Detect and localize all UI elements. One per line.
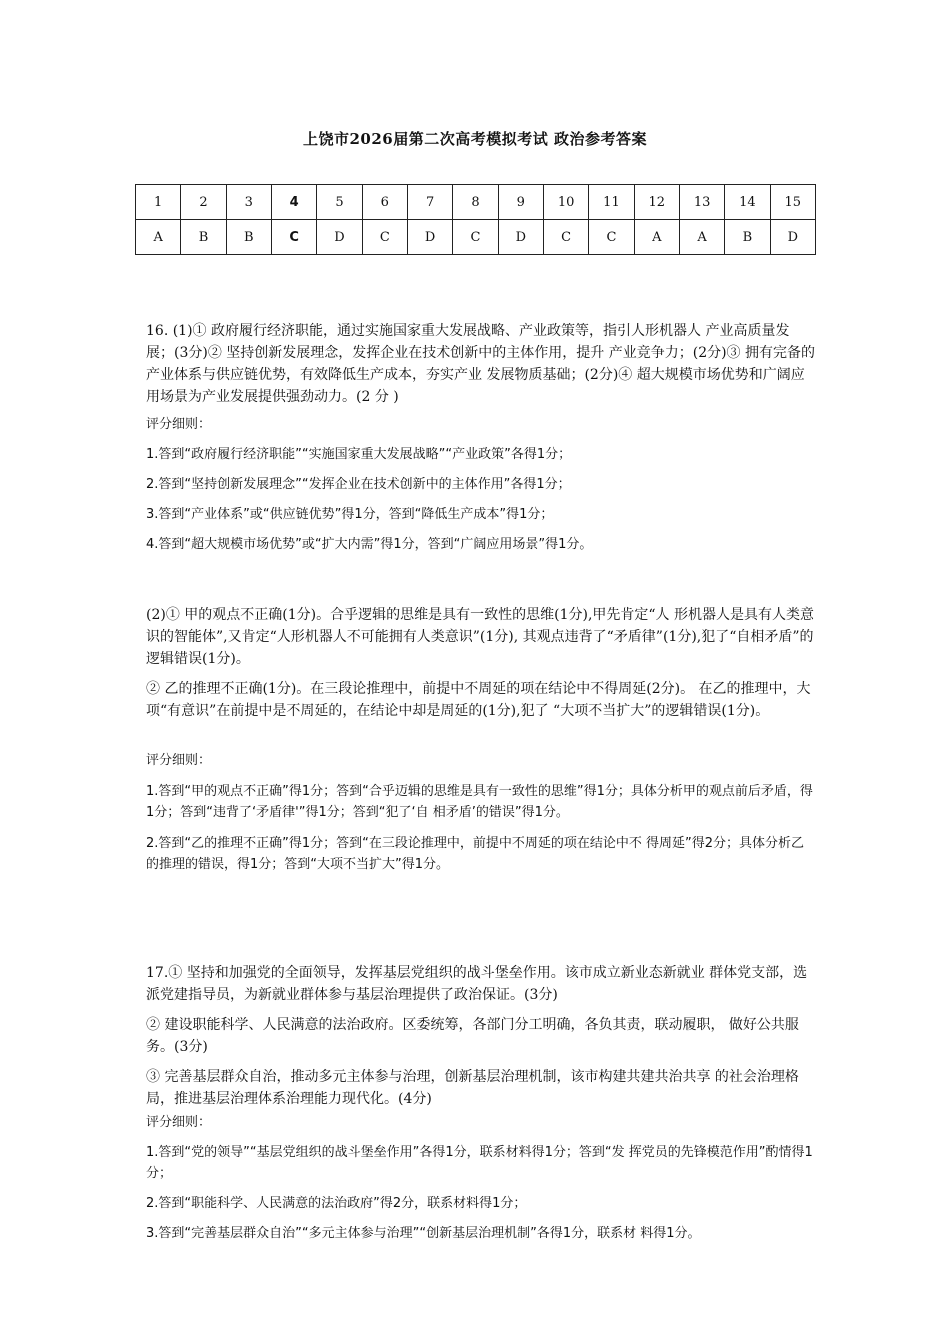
answer-cell: A xyxy=(136,220,181,255)
question-number: 15 xyxy=(770,185,815,220)
q17-point1: 17.① 坚持和加强党的全面领导，发挥基层党组织的战斗堡垒作用。该市成立新业态新就业 群体党支部，选派党建指导员，为新就业群体参与基层治理提供了政治保证。(3分) xyxy=(146,965,808,1003)
rule-item: 3.答到“产业体系”或“供应链优势”得1分，答到“降低生产成本”得1分； xyxy=(146,507,554,522)
rule-item: 1.答到“甲的观点不正确”得1分；答到“合乎迈辑的思维是具有一致性的思维”得1分；具体分析甲的观点前后矛盾，得1分；答到“违背了‘矛盾律'”得1分；答到“犯了‘自 相矛盾’的错误”得1分。 xyxy=(146,784,813,820)
question-number: 13 xyxy=(679,185,724,220)
question-number: 4 xyxy=(271,185,316,220)
question-number: 14 xyxy=(725,185,770,220)
question-number: 7 xyxy=(407,185,452,220)
question-number: 1 xyxy=(136,185,181,220)
rule-item: 3.答到“完善基层群众自治”“多元主体参与治理”“创新基层治理机制”各得1分，联系材 料得1分。 xyxy=(146,1226,701,1241)
rule-item: 4.答到“超大规模市场优势”或“扩大内需”得1分，答到“广阔应用场景”得1分。 xyxy=(146,537,593,552)
question-number: 5 xyxy=(317,185,362,220)
q16-part2-a: (2)① 甲的观点不正确(1分)。合乎逻辑的思维是具有一致性的思维(1分),甲先肯定“人 形机器人是具有人类意识的智能体”,又肯定“人形机器人不可能拥有人类意识”(1分), 其观点违背了“矛盾律”(1分),犯了“自相矛盾”的逻辑错误(1分)。 xyxy=(146,607,814,667)
answer-cell: B xyxy=(725,220,770,255)
q17-rules xyxy=(146,1112,816,1252)
rule-item: 2.答到“坚持创新发展理念”“发挥企业在技术创新中的主体作用”各得1分； xyxy=(146,477,571,492)
answer-row xyxy=(136,220,816,255)
rules-heading: 评分细则： xyxy=(146,753,212,768)
answer-cell: C xyxy=(543,220,588,255)
q16-part2-b: ② 乙的推理不正确(1分)。在三段论推理中，前提中不周延的项在结论中不得周延(2分)。 在乙的推理中，大项“有意识”在前提中是不周延的，在结论中却是周延的(1分),犯了 “大项不当扩大”的逻辑错误(1分)。 xyxy=(146,681,811,719)
answer-cell: B xyxy=(226,220,271,255)
answer-cell: D xyxy=(407,220,452,255)
question-number: 9 xyxy=(498,185,543,220)
rules-heading: 评分细则： xyxy=(146,1115,212,1130)
answer-cell: A xyxy=(679,220,724,255)
q16-rules2 xyxy=(146,750,816,883)
q17-point2: ② 建设职能科学、人民满意的法治政府。区委统筹，各部门分工明确，各负其责，联动履职， 做好公共服务。(3分) xyxy=(146,1017,799,1055)
q16-rules1 xyxy=(146,414,816,563)
question-number-row xyxy=(136,185,816,220)
answer-cell: C xyxy=(589,220,634,255)
question-number: 3 xyxy=(226,185,271,220)
q17 xyxy=(146,962,816,1118)
page-title: 上饶市2026届第二次高考模拟考试 政治参考答案 xyxy=(303,130,647,148)
rules-heading: 评分细则： xyxy=(146,417,212,432)
q17-point3: ③ 完善基层群众自治，推动多元主体参与治理，创新基层治理机制，该市构建共建共治共享 的社会治理格局，推进基层治理体系治理能力现代化。(4分) xyxy=(146,1069,799,1107)
rule-item: 1.答到“党的领导”“基层党组织的战斗堡垒作用”各得1分，联系材料得1分；答到“发 挥党员的先锋模范作用”酌情得1分； xyxy=(146,1145,813,1181)
answer-table xyxy=(135,184,816,255)
question-number: 12 xyxy=(634,185,679,220)
answer-cell: C xyxy=(362,220,407,255)
answer-cell: C xyxy=(453,220,498,255)
q16-part1 xyxy=(146,320,816,416)
question-number: 8 xyxy=(453,185,498,220)
answer-cell: B xyxy=(181,220,226,255)
answer-cell: A xyxy=(634,220,679,255)
q16-part1-answer: 16. (1)① 政府履行经济职能，通过实施国家重大发展战略、产业政策等，指引人形机器人 产业高质量发展；(3分)② 坚持创新发展理念，发挥企业在技术创新中的主体作用，提升 产业竞争力；(2分)③ 拥有完备的产业体系与供应链优势，有效降低生产成本，夯实产业 发展物质基础；(2分)④ 超大规模市场优势和广阔应用场景为产业发展提供强劲动力。(2 分 ) xyxy=(146,323,816,405)
question-number: 2 xyxy=(181,185,226,220)
answer-cell: C xyxy=(271,220,316,255)
q16-part2 xyxy=(146,604,816,730)
rule-item: 2.答到“乙的推理不正确”得1分；答到“在三段论推理中，前提中不周延的项在结论中不 得周延”得2分；具体分析乙的推理的错误，得1分；答到“大项不当扩大”得1分。 xyxy=(146,836,805,872)
rule-item: 2.答到“职能科学、人民满意的法治政府”得2分，联系材料得1分； xyxy=(146,1196,527,1211)
rule-item: 1.答到“政府履行经济职能”“实施国家重大发展战略”“产业政策”各得1分； xyxy=(146,447,572,462)
answer-cell: D xyxy=(498,220,543,255)
question-number: 6 xyxy=(362,185,407,220)
question-number: 11 xyxy=(589,185,634,220)
question-number: 10 xyxy=(543,185,588,220)
answer-cell: D xyxy=(770,220,815,255)
answer-cell: D xyxy=(317,220,362,255)
